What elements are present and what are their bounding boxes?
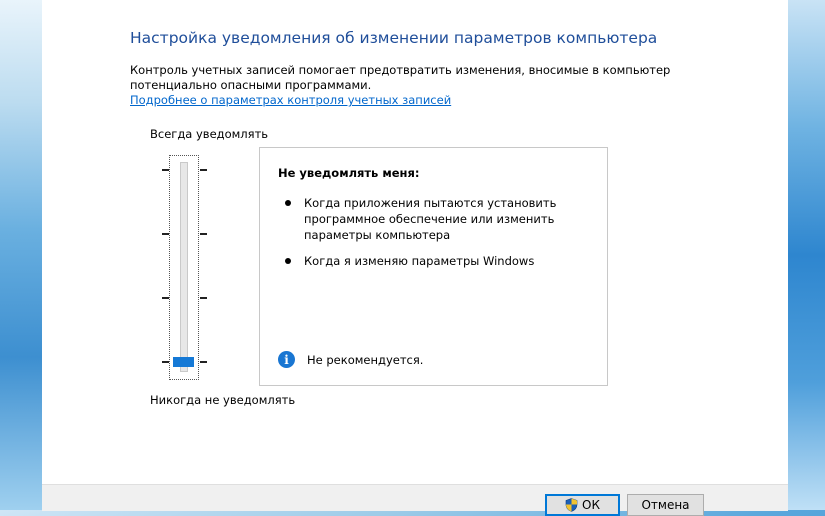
level-description-panel [259,147,608,386]
list-item: Когда я изменяю параметры Windows [278,253,578,269]
cancel-button[interactable]: Отмена [627,494,704,516]
recommendation-note [278,351,423,368]
panel-heading: Не уведомлять меня: [278,166,420,180]
slider-tick [162,361,169,363]
slider-thumb[interactable] [173,357,194,367]
slider-tick [162,169,169,171]
info-icon: i [278,351,295,368]
slider-tick [200,297,207,299]
list-item: Когда приложения пытаются установить программное обеспечение или изменить параметры компьютера [278,195,578,243]
slider-tick [200,169,207,171]
slider-tick [162,297,169,299]
slider-bottom-label: Никогда не уведомлять [150,393,296,407]
slider-tick [200,361,207,363]
desktop-background-left [0,0,42,510]
slider-top-label: Всегда уведомлять [150,127,269,141]
ok-button[interactable]: ОК [545,494,620,516]
slider-tick [162,233,169,235]
bullet-icon [285,258,291,264]
desktop-background-right [788,0,825,510]
page-title: Настройка уведомления об изменении параметров компьютера [130,29,658,47]
slider-tick [200,233,207,235]
bullet-icon [285,200,291,206]
description-text: Контроль учетных записей помогает предотвратить изменения, вносимые в компьютер потенциально опасными программами. [130,63,671,92]
uac-settings-dialog [42,0,788,510]
notification-level-slider[interactable] [169,155,199,380]
slider-track[interactable] [180,162,188,372]
bullet-list [278,195,578,279]
note-text: Не рекомендуется. [307,352,424,367]
learn-more-link[interactable]: Подробнее о параметрах контроля учетных записей [130,93,452,107]
